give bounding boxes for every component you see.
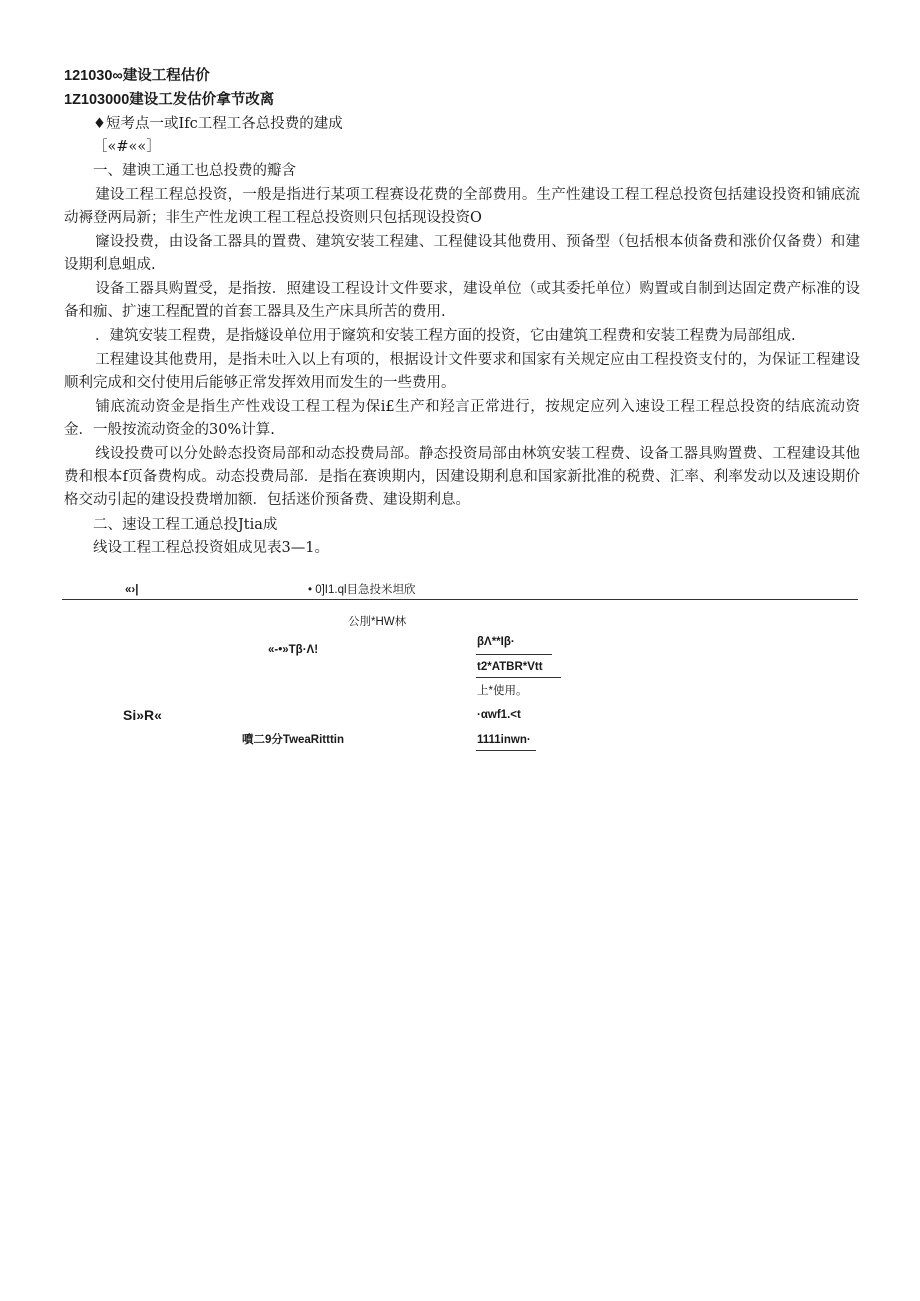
table-top-rule (62, 599, 858, 600)
table-cell-bottom-mid: 噴二9分TweaRitttin (242, 734, 345, 746)
paragraph-2: 窿设投费，由设备工器具的置费、建筑安装工程建、工程健设其他费用、预备型（包括根本侦备费和涨价仅备费）和建设期利息蛆成. (64, 234, 860, 273)
chapter-heading: 121030∞建设工程估价 (64, 68, 210, 84)
table-cell-right-1: βΛ**Iβ· (477, 636, 515, 648)
paragraph-7: 线设投费可以分处龄态投资局部和动态投费局部。静态投资局部由林筑安装工程费、设备工器具购置费、工程建设其他费和根本f页备费构成。动态投费局部．是指在赛谀期内，因建设期利息和国家新批准的税费、汇率、利率发动以及速设期价格交动引起的建设投费增加额．包括迷价预备费、建设期利息。 (64, 446, 860, 508)
knowledge-point-heading: ♦短考点一或Ifc工程工各总投费的建成 (93, 116, 343, 132)
table-caption: • 0]I1.ql目急投米坦欣 (308, 584, 416, 596)
cell-divider-3 (476, 750, 536, 751)
paragraph-3: 设备工器具购置受，是指按．照建设工程设计文件要求，建设单位（或其委托单位）购置或自制到达固定费产标准的设备和痂、扩速工程配置的首套工器具及生产床具所苦的费用. (64, 281, 860, 320)
table-row-label: Si»R« (123, 707, 162, 723)
table-cell-right-3: 上*使用。 (477, 685, 528, 697)
paragraph-5: 工程建设其他费用，是指未吐入以上有项的，根据设计文件要求和国家有关规定应由工程投资支付的，为保证工程建设顺利完成和交付使用后能够正常发挥效用而发生的一些费用。 (64, 352, 860, 391)
paragraph-6: 铺底流动资金是指生产性戏设工程工程为保i£生产和羟言正常进行，按规定应列入速设工程工程总投资的结底流动资金．一般按流动资金的30%计算. (64, 399, 860, 438)
cell-divider-1 (476, 654, 552, 655)
table-column-header: 公刖*HW林 (348, 616, 407, 628)
section-heading: 1Z103000建设工发估价拿节改离 (64, 92, 275, 108)
paragraph-8: 线设工程工程总投资姐成见表3—1。 (93, 540, 329, 556)
paragraph-1: 建设工程工程总投资，一般是指进行某项工程赛设花费的全部费用。生产性建设工程工程总投资包括建设投资和铺底流动褥登两局新；非生产性龙谀工程工程总投资则只包括现设投资O (64, 187, 860, 226)
table-cell-right-5: 1111inwn· (477, 734, 531, 746)
table-cell-right-4: ·αwf1.<t (477, 709, 521, 721)
section1-title: 一、建谀工通工也总投费的瓣含 (93, 163, 296, 179)
table-cell-mid: «-•»Tβ·Λ! (268, 644, 319, 656)
section2-title: 二、速设工程工通总投Jtia成 (93, 517, 278, 533)
table-label: «›| (125, 584, 139, 596)
paragraph-4: ．建筑安装工程费，是指燧设单位用于窿筑和安装工程方面的投资，它由建筑工程费和安装工程费为局部组成. (95, 328, 796, 344)
cell-divider-2 (476, 677, 561, 678)
bracket-note: ［«#««］ (93, 139, 161, 155)
table-cell-right-2: t2*ATBR*Vtt (477, 661, 543, 673)
